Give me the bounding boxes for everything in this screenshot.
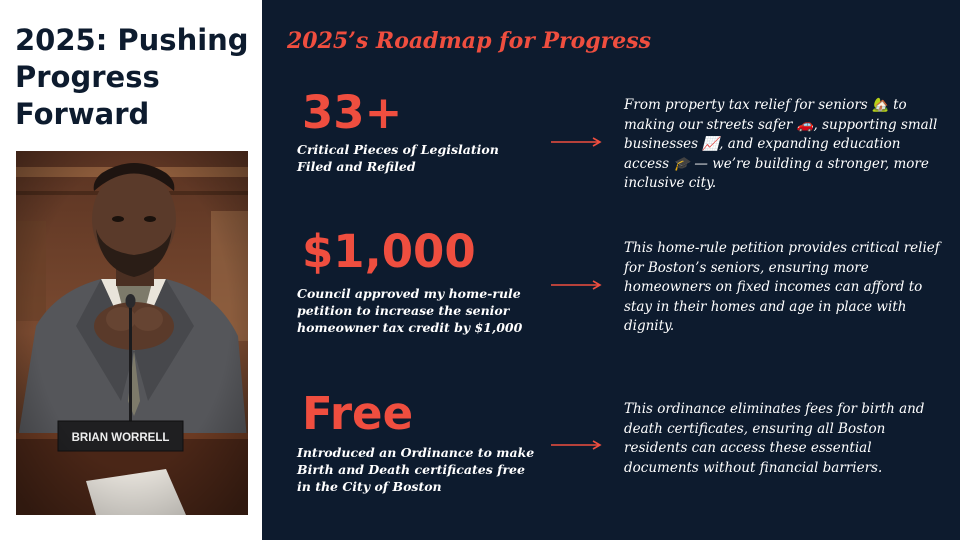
stat-value: 33+	[302, 86, 403, 139]
stat-value: $1,000	[302, 225, 476, 278]
arrow-right-icon	[551, 136, 603, 148]
stat-caption: Council approved my home-rule petition to increase the senior homeowner tax credit by $1,000	[297, 286, 523, 335]
stat-tax-credit	[262, 227, 960, 357]
stat-description: This ordinance eliminates fees for birth and death certificates, ensuring all Boston residents can access these essential documents without financial barriers.	[624, 401, 925, 476]
stat-description: From property tax relief for seniors 🏡 to making our streets safer 🚗, supporting small businesses 📈, and expanding education access 🎓 — we’re building a stronger, more inclusive city.	[624, 97, 938, 191]
portrait-illustration	[16, 151, 248, 515]
roadmap-heading: 2025’s Roadmap for Progress	[287, 28, 652, 54]
slide-title: 2025: Pushing Progress Forward	[15, 23, 249, 131]
stat-value: Free	[302, 387, 414, 440]
arrow-right-icon	[551, 279, 603, 291]
stat-caption: Introduced an Ordinance to make Birth and Death certificates free in the City of Boston	[297, 445, 535, 494]
right-panel	[262, 0, 960, 540]
left-panel	[0, 0, 262, 540]
stat-description: This home-rule petition provides critical relief for Boston’s seniors, ensuring more homeowners on fixed incomes can afford to stay in their homes and age in place with dignity.	[624, 240, 940, 334]
portrait-photo	[16, 151, 248, 515]
stat-certificates	[262, 389, 960, 519]
stat-legislation	[262, 88, 960, 218]
stat-caption: Critical Pieces of Legislation Filed and Refiled	[297, 142, 499, 174]
arrow-right-icon	[551, 439, 603, 451]
